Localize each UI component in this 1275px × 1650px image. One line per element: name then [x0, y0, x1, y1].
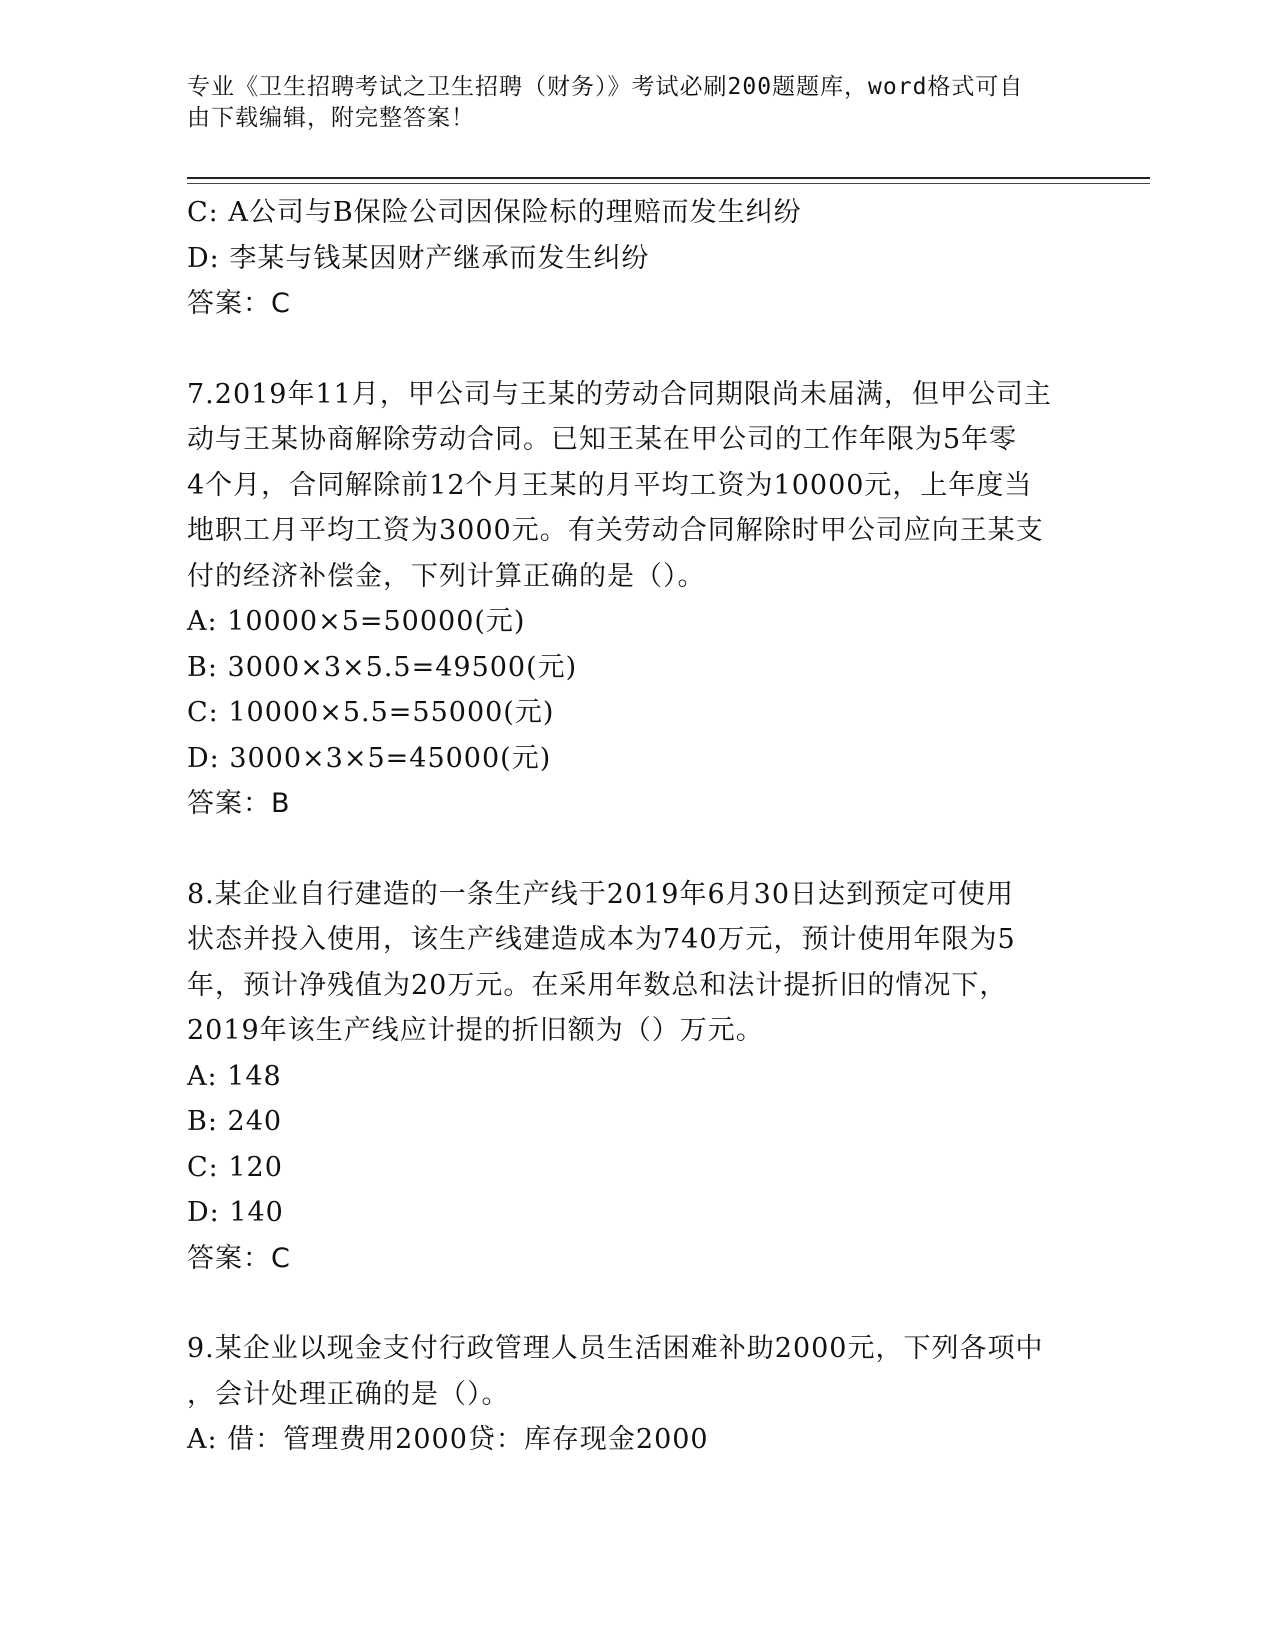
- question-list: [187, 190, 1087, 1463]
- option-a: A: 10000×5=50000(元): [187, 606, 526, 637]
- option-d: D: 140: [187, 1197, 284, 1228]
- question-8: [187, 872, 1087, 1282]
- option-d: D: 李某与钱某因财产继承而发生纠纷: [187, 242, 650, 274]
- question-stem-line: 状态并投入使用，该生产线建造成本为740万元，预计使用年限为5: [187, 924, 1016, 955]
- option-c: C: 10000×5.5=55000(元): [187, 697, 555, 728]
- question-stem-line: 8.某企业自行建造的一条生产线于2019年6月30日达到预定可使用: [187, 878, 1015, 910]
- question-spacer: [187, 827, 1087, 872]
- option-c: C: A公司与B保险公司因保险标的理赔而发生纠纷: [187, 197, 802, 228]
- option-b: B: 240: [187, 1106, 283, 1137]
- question-spacer: [187, 327, 1087, 372]
- answer-line: 答案：C: [187, 288, 291, 319]
- option-b: B: 3000×3×5.5=49500(元): [187, 651, 578, 683]
- header-divider-thick: [187, 177, 1150, 179]
- header-line-2: 由下载编辑，附完整答案！: [187, 105, 475, 131]
- answer-line: 答案：C: [187, 1242, 291, 1274]
- question-9: [187, 1326, 1087, 1463]
- question-stem-line: 9.某企业以现金支付行政管理人员生活困难补助2000元，下列各项中: [187, 1333, 1044, 1364]
- option-d: D: 3000×3×5=45000(元): [187, 742, 552, 774]
- question-stem-line: ，会计处理正确的是（）。: [187, 1378, 510, 1410]
- header-line-1: 专业《卫生招聘考试之卫生招聘（财务）》考试必刷200题题库，word格式可自: [187, 74, 1024, 100]
- question-spacer: [187, 1281, 1087, 1326]
- question-stem-line: 4个月，合同解除前12个月王某的月平均工资为10000元，上年度当: [187, 469, 1033, 501]
- option-a: A: 148: [187, 1060, 282, 1092]
- question-stem-line: 地职工月平均工资为3000元。有关劳动合同解除时甲公司应向王某支: [187, 515, 1044, 546]
- question-stem-line: 年，预计净残值为20万元。在采用年数总和法计提折旧的情况下，: [187, 969, 1008, 1001]
- question-7: [187, 372, 1087, 827]
- question-stem-line: 动与王某协商解除劳动合同。已知王某在甲公司的工作年限为5年零: [187, 424, 1018, 455]
- option-c: C: 120: [187, 1151, 283, 1183]
- option-a: A: 借：管理费用2000贷：库存现金2000: [187, 1424, 709, 1455]
- question-stem-line: 付的经济补偿金，下列计算正确的是（）。: [187, 560, 706, 592]
- question-stem-line: 7.2019年11月，甲公司与王某的劳动合同期限尚未届满，但甲公司主: [187, 378, 1052, 410]
- question-6: [187, 190, 1087, 327]
- document-header: [187, 72, 1067, 134]
- header-divider-thin: [187, 183, 1150, 184]
- question-stem-line: 2019年该生产线应计提的折旧额为（）万元。: [187, 1015, 764, 1046]
- answer-line: 答案：B: [187, 788, 291, 819]
